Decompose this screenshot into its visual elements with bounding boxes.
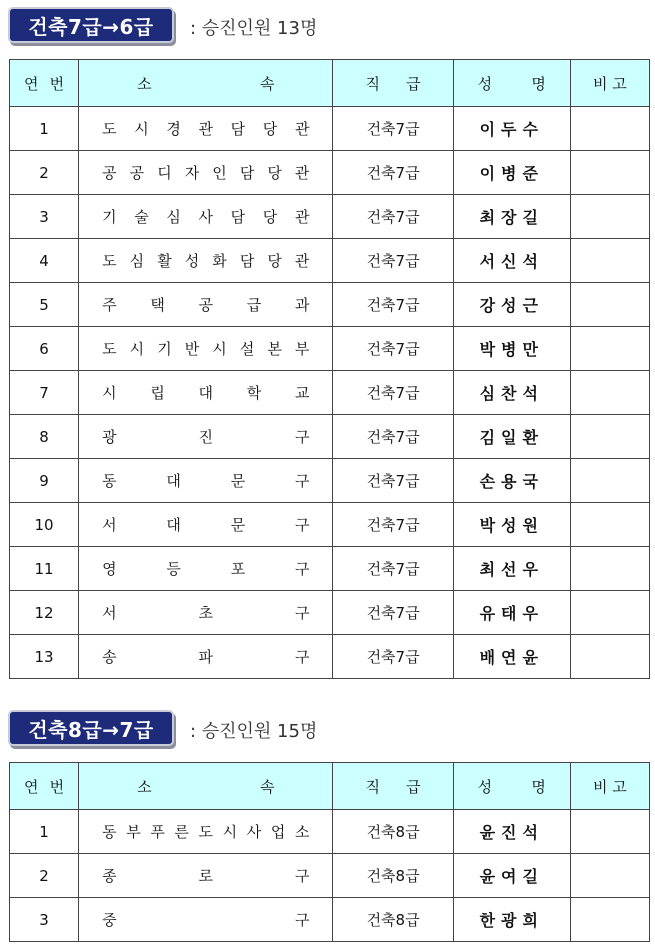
row-number: 12 xyxy=(10,591,79,635)
row-note xyxy=(570,239,649,283)
table-row xyxy=(10,239,650,283)
table-row xyxy=(10,503,650,547)
row-name: 윤여길 xyxy=(453,854,570,898)
org-text xyxy=(79,865,332,886)
row-note xyxy=(570,810,649,854)
row-number: 4 xyxy=(10,239,79,283)
row-org xyxy=(79,327,333,371)
promotion-table xyxy=(9,762,650,942)
header-no: 연 번 xyxy=(10,60,79,107)
row-name: 이두수 xyxy=(453,107,570,151)
org-text-char: 도 xyxy=(198,823,214,841)
row-rank: 건축7급 xyxy=(333,107,453,151)
row-org xyxy=(79,898,333,942)
row-name: 이병준 xyxy=(453,151,570,195)
org-text-char: 문 xyxy=(230,516,246,534)
org-text-char: 시 xyxy=(102,384,117,402)
org-text-char: 관 xyxy=(294,120,310,138)
header-rank: 직 급 xyxy=(333,763,453,810)
row-rank: 건축7급 xyxy=(333,503,453,547)
header-note: 비 고 xyxy=(570,763,649,810)
row-number: 2 xyxy=(10,854,79,898)
org-text-char: 활 xyxy=(157,252,172,270)
org-text-char: 교 xyxy=(294,384,310,402)
row-org xyxy=(79,195,333,239)
row-name: 박병만 xyxy=(453,327,570,371)
row-note xyxy=(570,327,649,371)
promotion-badge: 건축8급→7급 xyxy=(8,710,174,746)
row-note xyxy=(570,854,649,898)
row-rank: 건축7급 xyxy=(333,151,453,195)
row-rank: 건축7급 xyxy=(333,327,453,371)
row-name: 김일환 xyxy=(453,415,570,459)
table-row xyxy=(10,854,650,898)
row-org xyxy=(79,503,333,547)
table-row xyxy=(10,195,650,239)
row-note xyxy=(570,635,649,679)
row-rank: 건축7급 xyxy=(333,195,453,239)
table-row xyxy=(10,898,650,942)
org-text-char: 동 xyxy=(102,823,117,841)
org-text-char: 공 xyxy=(102,164,117,182)
row-rank: 건축7급 xyxy=(333,591,453,635)
row-org xyxy=(79,547,333,591)
row-org xyxy=(79,635,333,679)
row-number: 2 xyxy=(10,151,79,195)
org-text-char: 사 xyxy=(246,823,262,841)
row-number: 10 xyxy=(10,503,79,547)
row-rank: 건축7급 xyxy=(333,459,453,503)
org-text xyxy=(79,909,332,930)
org-text-char: 문 xyxy=(230,472,246,490)
org-text-char: 파 xyxy=(198,648,214,666)
org-text-char: 구 xyxy=(294,648,310,666)
table-row xyxy=(10,151,650,195)
org-text xyxy=(79,602,332,623)
org-text-char: 디 xyxy=(157,164,172,182)
org-text-char: 포 xyxy=(230,560,246,578)
org-text-char: 당 xyxy=(262,208,278,226)
row-note xyxy=(570,371,649,415)
org-text-char: 공 xyxy=(129,164,145,182)
org-text xyxy=(79,338,332,359)
org-text-char: 대 xyxy=(198,384,214,402)
org-text-char: 자 xyxy=(184,164,200,182)
org-text-char: 부 xyxy=(294,340,310,358)
org-text-char: 택 xyxy=(150,296,165,314)
row-name: 강성근 xyxy=(453,283,570,327)
row-name: 심찬석 xyxy=(453,371,570,415)
header-org: 소 속 xyxy=(79,60,333,107)
org-text-char: 구 xyxy=(294,428,310,446)
org-text-char: 담 xyxy=(230,208,246,226)
org-text-char: 대 xyxy=(166,472,181,490)
org-text-char: 진 xyxy=(198,428,214,446)
org-text-char: 기 xyxy=(157,340,172,358)
row-org xyxy=(79,459,333,503)
row-rank: 건축8급 xyxy=(333,898,453,942)
org-text-char: 립 xyxy=(150,384,165,402)
org-text-char: 구 xyxy=(294,911,310,929)
header-name: 성 명 xyxy=(453,60,570,107)
org-text-char: 관 xyxy=(198,120,214,138)
org-text-char: 종 xyxy=(102,867,117,885)
row-note xyxy=(570,415,649,459)
row-name: 윤진석 xyxy=(453,810,570,854)
org-text-char: 당 xyxy=(267,164,282,182)
org-text-char: 시 xyxy=(129,340,145,358)
table-row xyxy=(10,459,650,503)
org-text-char: 경 xyxy=(166,120,181,138)
row-org xyxy=(79,371,333,415)
org-text-char: 과 xyxy=(294,296,310,314)
header-no: 연 번 xyxy=(10,763,79,810)
row-number: 9 xyxy=(10,459,79,503)
org-text-char: 담 xyxy=(239,164,255,182)
org-text xyxy=(79,426,332,447)
table-row xyxy=(10,635,650,679)
org-text-char: 급 xyxy=(246,296,262,314)
row-org xyxy=(79,591,333,635)
org-text-char: 로 xyxy=(198,867,214,885)
promotion-badge: 건축7급→6급 xyxy=(8,7,174,43)
row-rank: 건축7급 xyxy=(333,547,453,591)
org-text-char: 관 xyxy=(294,164,310,182)
row-rank: 건축7급 xyxy=(333,371,453,415)
header-note: 비 고 xyxy=(570,60,649,107)
row-name: 배연윤 xyxy=(453,635,570,679)
section-header xyxy=(0,703,655,743)
row-name: 한광희 xyxy=(453,898,570,942)
promotion-count: : 승진인원 15명 xyxy=(190,721,318,742)
org-text-char: 화 xyxy=(212,252,227,270)
row-rank: 건축7급 xyxy=(333,283,453,327)
org-text-char: 설 xyxy=(239,340,255,358)
org-text xyxy=(79,470,332,491)
row-number: 3 xyxy=(10,195,79,239)
row-org xyxy=(79,810,333,854)
row-note xyxy=(570,107,649,151)
org-text-char: 술 xyxy=(134,208,149,226)
row-name: 최장길 xyxy=(453,195,570,239)
org-text-char: 구 xyxy=(294,560,310,578)
table-row xyxy=(10,415,650,459)
row-number: 3 xyxy=(10,898,79,942)
row-note xyxy=(570,151,649,195)
row-number: 8 xyxy=(10,415,79,459)
org-text-char: 학 xyxy=(246,384,262,402)
table-row xyxy=(10,810,650,854)
row-rank: 건축7급 xyxy=(333,635,453,679)
org-text-char: 당 xyxy=(262,120,278,138)
row-rank: 건축7급 xyxy=(333,239,453,283)
row-note xyxy=(570,459,649,503)
row-rank: 건축7급 xyxy=(333,415,453,459)
row-name: 박성원 xyxy=(453,503,570,547)
row-note xyxy=(570,898,649,942)
org-text-char: 당 xyxy=(267,252,282,270)
header-name: 성 명 xyxy=(453,763,570,810)
header-row xyxy=(10,763,650,810)
row-name: 유태우 xyxy=(453,591,570,635)
table-row xyxy=(10,327,650,371)
org-text xyxy=(79,118,332,139)
org-text-char: 시 xyxy=(212,340,227,358)
org-text-char: 대 xyxy=(166,516,181,534)
org-text xyxy=(79,821,332,842)
org-text xyxy=(79,162,332,183)
row-number: 5 xyxy=(10,283,79,327)
table-row xyxy=(10,547,650,591)
org-text xyxy=(79,294,332,315)
org-text-char: 구 xyxy=(294,516,310,534)
org-text-char: 영 xyxy=(102,560,117,578)
row-name: 손용국 xyxy=(453,459,570,503)
row-number: 11 xyxy=(10,547,79,591)
row-note xyxy=(570,591,649,635)
row-org xyxy=(79,854,333,898)
row-org xyxy=(79,283,333,327)
row-name: 서신석 xyxy=(453,239,570,283)
row-note xyxy=(570,503,649,547)
row-number: 1 xyxy=(10,107,79,151)
row-number: 6 xyxy=(10,327,79,371)
table-row xyxy=(10,371,650,415)
org-text-char: 공 xyxy=(198,296,214,314)
org-text-char: 심 xyxy=(129,252,145,270)
row-name: 최선우 xyxy=(453,547,570,591)
org-text-char: 소 xyxy=(294,823,310,841)
header-row xyxy=(10,60,650,107)
header-rank: 직 급 xyxy=(333,60,453,107)
row-rank: 건축8급 xyxy=(333,810,453,854)
org-text xyxy=(79,514,332,535)
row-org xyxy=(79,107,333,151)
org-text-char: 반 xyxy=(184,340,200,358)
org-text-char: 구 xyxy=(294,604,310,622)
org-text-char: 송 xyxy=(102,648,117,666)
org-text-char: 인 xyxy=(212,164,227,182)
org-text-char: 도 xyxy=(102,252,117,270)
org-text-char: 관 xyxy=(294,252,310,270)
row-number: 7 xyxy=(10,371,79,415)
promotion-table xyxy=(9,59,650,679)
table-row xyxy=(10,107,650,151)
org-text-char: 관 xyxy=(294,208,310,226)
promotion-count: : 승진인원 13명 xyxy=(190,18,318,39)
org-text-char: 기 xyxy=(102,208,117,226)
org-text-char: 동 xyxy=(102,472,117,490)
row-note xyxy=(570,283,649,327)
org-text-char: 른 xyxy=(174,823,189,841)
org-text xyxy=(79,250,332,271)
org-text-char: 등 xyxy=(166,560,181,578)
org-text-char: 도 xyxy=(102,340,117,358)
org-text xyxy=(79,646,332,667)
org-text-char: 도 xyxy=(102,120,117,138)
row-org xyxy=(79,415,333,459)
row-number: 13 xyxy=(10,635,79,679)
row-org xyxy=(79,151,333,195)
org-text-char: 사 xyxy=(198,208,214,226)
row-number: 1 xyxy=(10,810,79,854)
org-text-char: 중 xyxy=(102,911,117,929)
org-text-char: 서 xyxy=(102,516,117,534)
org-text-char: 심 xyxy=(166,208,181,226)
org-text-char: 시 xyxy=(222,823,238,841)
section-header xyxy=(0,0,655,40)
org-text-char: 업 xyxy=(270,823,286,841)
row-rank: 건축8급 xyxy=(333,854,453,898)
section-8-to-7 xyxy=(0,703,655,930)
org-text-char: 담 xyxy=(239,252,255,270)
table-row xyxy=(10,283,650,327)
org-text xyxy=(79,206,332,227)
table-row xyxy=(10,591,650,635)
org-text-char: 부 xyxy=(126,823,141,841)
org-text-char: 푸 xyxy=(150,823,165,841)
org-text-char: 초 xyxy=(198,604,214,622)
org-text xyxy=(79,558,332,579)
org-text-char: 본 xyxy=(267,340,282,358)
row-note xyxy=(570,547,649,591)
row-org xyxy=(79,239,333,283)
org-text-char: 담 xyxy=(230,120,246,138)
org-text-char: 구 xyxy=(294,472,310,490)
row-note xyxy=(570,195,649,239)
org-text-char: 시 xyxy=(134,120,149,138)
org-text xyxy=(79,382,332,403)
org-text-char: 서 xyxy=(102,604,117,622)
header-org: 소 속 xyxy=(79,763,333,810)
org-text-char: 성 xyxy=(184,252,200,270)
org-text-char: 광 xyxy=(102,428,117,446)
org-text-char: 주 xyxy=(102,296,117,314)
org-text-char: 구 xyxy=(294,867,310,885)
